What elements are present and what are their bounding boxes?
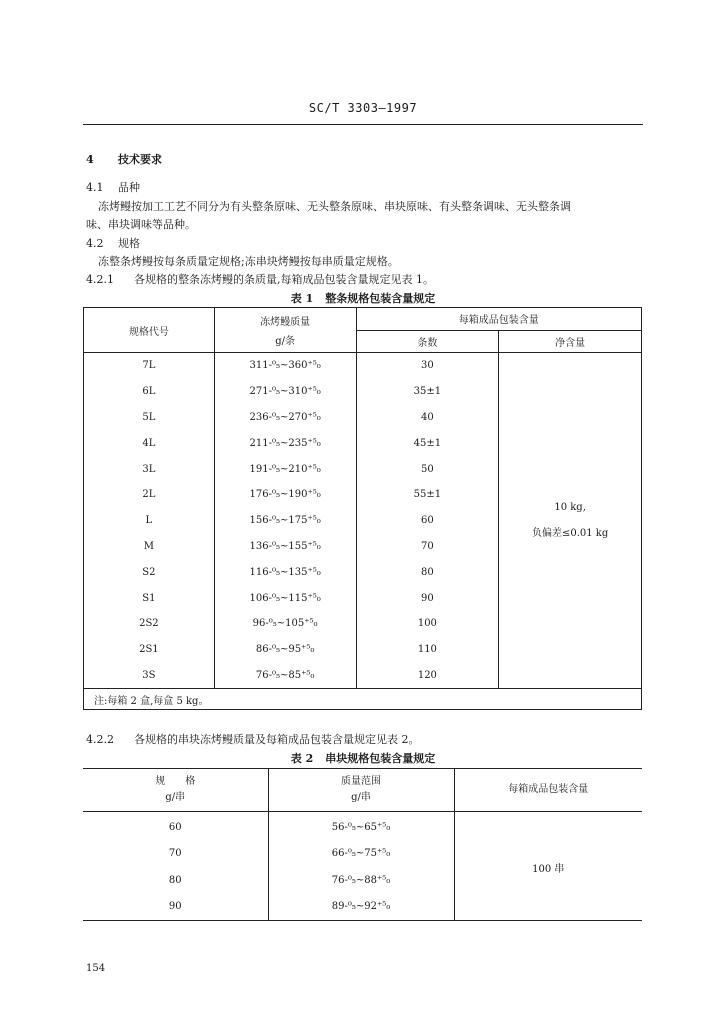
table1-note-row xyxy=(84,689,642,710)
table2 xyxy=(83,768,642,921)
table1-caption-title: 整条规格包装含量规定 xyxy=(325,292,436,305)
page-header: SC/T 3303—1997 xyxy=(308,101,418,115)
section-4-2-title: 规格 xyxy=(118,237,140,250)
table2-header-per-box: 每箱成品包装含量 xyxy=(454,769,642,812)
table2-cell-range: 76-⁰₅~88⁺⁵₀ xyxy=(268,867,454,894)
table2-header-range-line2: g/串 xyxy=(351,792,371,803)
table1 xyxy=(83,307,642,710)
table2-cell-spec: 60 xyxy=(83,812,268,841)
table1-net-line1: 10 kg, xyxy=(554,501,586,513)
table1-header-count: 条数 xyxy=(356,330,499,353)
table1-cell-count: 70 xyxy=(356,534,499,560)
table1-cell-mass: 156-⁰₅~175⁺⁵₀ xyxy=(214,508,356,534)
table1-cell-mass: 96-⁰₅~105⁺⁵₀ xyxy=(214,611,356,637)
table1-header-per-box: 每箱成品包装含量 xyxy=(356,308,641,331)
table1-cell-count: 55±1 xyxy=(356,482,499,508)
section-4-2-1-text: 各规格的整条冻烤鳗的条质量,每箱成品包装含量规定见表 1。 xyxy=(134,273,434,286)
table2-header-range-line1: 质量范围 xyxy=(341,776,381,787)
table1-cell-count: 80 xyxy=(356,559,499,585)
section-4-1-title: 品种 xyxy=(118,181,140,194)
table1-cell-mass: 271-⁰₅~310⁺⁵₀ xyxy=(214,379,356,405)
table1-cell-count: 30 xyxy=(356,353,499,379)
table1-cell-mass: 76-⁰₅~85⁺⁵₀ xyxy=(214,663,356,689)
table1-cell-count: 60 xyxy=(356,508,499,534)
section-4-heading xyxy=(86,151,162,167)
table2-cell-range: 66-⁰₅~75⁺⁵₀ xyxy=(268,841,454,868)
table1-cell-mass: 116-⁰₅~135⁺⁵₀ xyxy=(214,559,356,585)
table2-cell-range: 89-⁰₅~92⁺⁵₀ xyxy=(268,894,454,921)
table1-cell-count: 100 xyxy=(356,611,499,637)
section-4-2-2-number: 4.2.2 xyxy=(86,733,114,746)
table1-cell-count: 90 xyxy=(356,585,499,611)
table2-header-range xyxy=(268,769,454,812)
section-4-2-2-text: 各规格的串块冻烤鳗质量及每箱成品包装含量规定见表 2。 xyxy=(134,733,420,746)
section-4-1-number: 4.1 xyxy=(86,181,104,194)
table2-header-spec-line2: g/串 xyxy=(165,792,186,803)
section-4-title: 技术要求 xyxy=(118,153,162,166)
table2-caption-title: 串块规格包装含量规定 xyxy=(325,752,436,765)
section-4-2-heading xyxy=(86,235,140,251)
table1-cell-mass: 176-⁰₅~190⁺⁵₀ xyxy=(214,482,356,508)
table1-cell-code: L xyxy=(84,508,215,534)
header-rule xyxy=(83,124,643,125)
table1-cell-count: 120 xyxy=(356,663,499,689)
table1-caption xyxy=(0,290,726,306)
table1-cell-code: 2S2 xyxy=(84,611,215,637)
table1-cell-count: 45±1 xyxy=(356,430,499,456)
table1-header-mass xyxy=(214,308,356,353)
section-4-2-1 xyxy=(86,271,434,287)
table1-cell-mass: 191-⁰₅~210⁺⁵₀ xyxy=(214,456,356,482)
table1-cell-mass: 136-⁰₅~155⁺⁵₀ xyxy=(214,534,356,560)
table1-header-net: 净含量 xyxy=(499,330,642,353)
table1-header-spec-code: 规格代号 xyxy=(84,308,215,353)
table2-cell-per-box: 100 串 xyxy=(454,812,642,921)
table-row xyxy=(83,812,642,841)
section-4-2-1-number: 4.2.1 xyxy=(86,273,114,286)
table2-caption xyxy=(0,750,726,766)
table2-header-spec xyxy=(83,769,268,812)
table1-cell-code: M xyxy=(84,534,215,560)
table1-caption-number: 表 1 xyxy=(290,292,314,305)
table1-cell-count: 35±1 xyxy=(356,379,499,405)
table2-caption-number: 表 2 xyxy=(290,752,314,765)
table1-net-line2: 负偏差≤0.01 kg xyxy=(531,527,609,539)
table1-cell-mass: 106-⁰₅~115⁺⁵₀ xyxy=(214,585,356,611)
table1-cell-mass: 211-⁰₅~235⁺⁵₀ xyxy=(214,430,356,456)
page-number: 154 xyxy=(86,963,106,974)
table2-header-spec-line1: 规 格 xyxy=(155,776,196,787)
section-4-1-heading xyxy=(86,179,140,195)
table1-note: 注:每箱 2 盒,每盒 5 kg。 xyxy=(84,689,642,710)
section-4-2-number: 4.2 xyxy=(86,237,104,250)
table1-cell-code: 4L xyxy=(84,430,215,456)
table1-cell-code: 6L xyxy=(84,379,215,405)
table1-cell-count: 110 xyxy=(356,637,499,663)
table1-cell-code: 3L xyxy=(84,456,215,482)
table1-cell-code: 3S xyxy=(84,663,215,689)
section-4-number: 4 xyxy=(86,153,94,166)
table2-cell-range: 56-⁰₅~65⁺⁵₀ xyxy=(268,812,454,841)
section-4-2-2 xyxy=(86,731,420,747)
table1-cell-code: 2S1 xyxy=(84,637,215,663)
table1-cell-code: 2L xyxy=(84,482,215,508)
table1-cell-code: 7L xyxy=(84,353,215,379)
table1-cell-mass: 86-⁰₅~95⁺⁵₀ xyxy=(214,637,356,663)
table1-cell-mass: 236-⁰₅~270⁺⁵₀ xyxy=(214,405,356,431)
table1-cell-code: 5L xyxy=(84,405,215,431)
table1-cell-code: S1 xyxy=(84,585,215,611)
table2-header-row xyxy=(83,769,642,812)
table1-cell-count: 40 xyxy=(356,405,499,431)
table1-cell-net xyxy=(499,353,642,689)
table1-header-mass-line2: g/条 xyxy=(275,336,296,347)
table1-cell-mass: 311-⁰₅~360⁺⁵₀ xyxy=(214,353,356,379)
section-4-1-body-line1: 冻烤鳗按加工工艺不同分为有头整条原味、无头整条原味、串块原味、有头整条调味、无头整条调 xyxy=(98,200,571,213)
table1-header-row1 xyxy=(84,308,642,331)
section-4-1-body-line2: 味、串块调味等品种。 xyxy=(86,218,196,231)
table2-cell-spec: 80 xyxy=(83,867,268,894)
table2-cell-spec: 70 xyxy=(83,841,268,868)
table1-cell-count: 50 xyxy=(356,456,499,482)
section-4-2-body: 冻整条烤鳗按每条质量定规格;冻串块烤鳗按每串质量定规格。 xyxy=(98,255,399,268)
table-row xyxy=(84,353,642,379)
table1-cell-code: S2 xyxy=(84,559,215,585)
table1-header-mass-line1: 冻烤鳗质量 xyxy=(260,317,311,328)
table2-cell-spec: 90 xyxy=(83,894,268,921)
